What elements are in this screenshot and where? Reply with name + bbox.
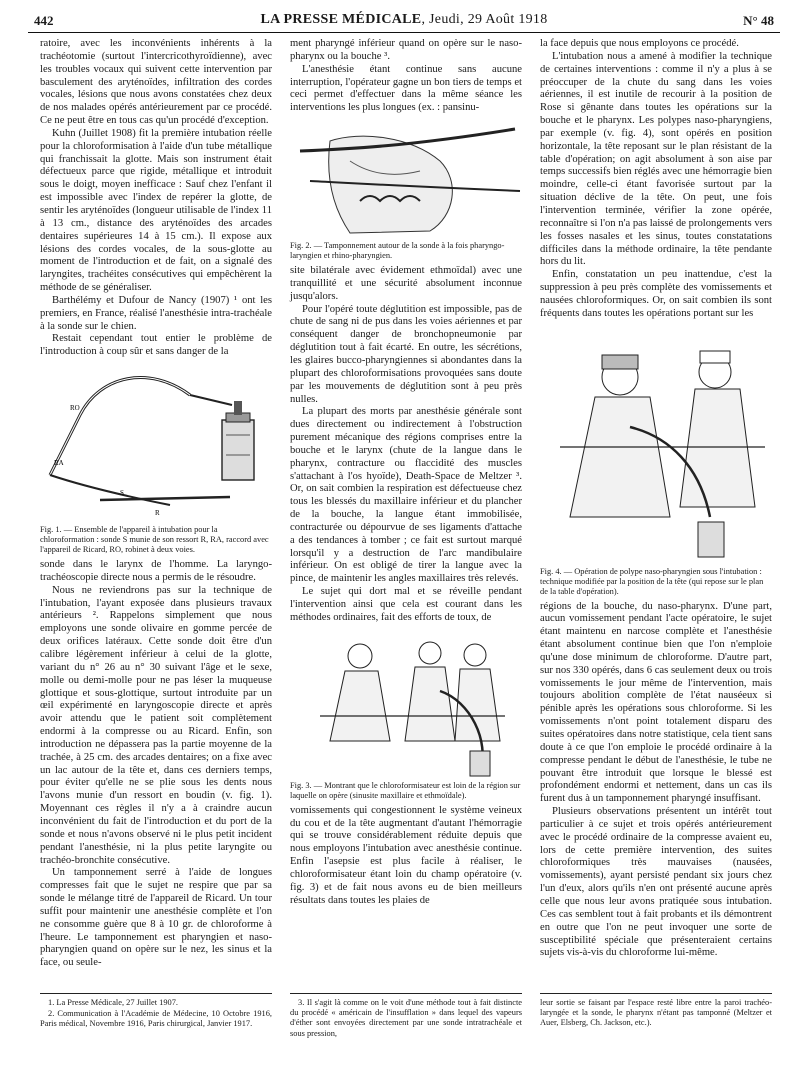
paragraph: Pour l'opéré toute déglutition est impossible, pas de chute de sang ni de pus dans les voies aériennes et par conséquent danger de bronchopneumonie par déglutition tout à fait écarté. En outre, les sécrétions, les glaires bucco-pharyngiennes si abondantes dans la plupart des chloroformisations provoquées sans doute par les mouvements de déglutition sont à peu près nulles. — [290, 303, 522, 405]
page-number: 442 — [34, 13, 54, 28]
paragraph: Enfin, constatation un peu inattendue, c'est la suppression à peu près complète des vomissements et nausées chloroformiques. Or, on sait combien ils sont fréquents dans toutes les opérations portant sur les — [540, 269, 772, 319]
footnotes-col3 — [540, 993, 772, 1030]
figure-3-caption: Fig. 3. — Montrant que le chloroformisateur est loin de la région sur laquelle on opère (sinusite maxillaire et ethmoïdale). — [290, 780, 521, 800]
figure-2 — [290, 121, 522, 261]
footnotes-col1 — [40, 993, 272, 1031]
issue-date: , Jeudi, 29 Août 1918 — [421, 12, 548, 27]
paragraph: régions de la bouche, du naso-pharynx. D'une part, aucun vomissement pendant l'acte opératoire, le sujet étant maintenu en narcose complète et l'anesthésie étant absolument continue bien que l'on n'emploie qu'une dose minimum de chloroforme. D'autre part, sur nos 330 opérés, dans 6 cas seulement deux ou trois vomissements le jour même de l'intervention, mais toujours abolition complète de l'état nauséeux si pénible après les opérations sous chloroforme. Si les vomissements n'ont point totalement disparu des suites opératoires dans notre statistique, cela tient sans doute à ce que l'on emploie le procédé ordinaire à la compresse pendant le début de l'anesthésie, le tube ne pouvant être introduit que lorsque le blessé est profondément endormi et nettement, dans un cas ils furent dus à un tamponnement pharyngé insuffisant. — [540, 600, 772, 805]
column-3 — [540, 38, 772, 960]
paragraph: sonde dans le larynx de l'homme. La laryngo-trachéoscopie directe nous a permis de le résoudre. — [40, 559, 272, 583]
journal-title: LA PRESSE MÉDICALE — [260, 12, 422, 27]
paragraph: L'intubation nous a amené à modifier la technique de certaines interventions : comme il n'y a plus à se préoccuper de la chute du sang dans les voies aériennes, il est inutile de recourir à la position de Rose si gênante dans toutes les opérations sur la bouche et le pharynx. Les polypes naso-pharyngiens, par exemple (v. fig. 4), sont opérés en position horizontale, la tête reposant sur le plan résistant de la table d'opération; on agit absolument à son aise par temps successifs bien réglés avec une hémorragie bien moindre, celle-ci étant favorisée surtout par la situation déclive de la tête. On peut, une fois l'intervention terminée, vérifier la zone opérée, reconnaître si l'on n'a pas laissé de prolongements vers les fosses nasales et les sinus, toutes constatations difficiles dans la méthode ordinaire, la tête pendante hors du lit. — [540, 50, 772, 268]
fig1-label-ro: RO — [70, 404, 80, 413]
figure-3-illustration — [290, 631, 522, 781]
paragraph: la face depuis que nous employons ce procédé. — [540, 38, 739, 49]
paragraph: ratoire, avec les inconvénients inhérents à la trachéotomie (surtout l'intercricothyroïdienne), avec les troubles vocaux qui suivent cette intervention par basculement des aryténoïdes, infiltration des cordes vocales, lésions que nous avons constatées chez deux de nos malades opérés antérieurement par ce procédé. Ce ne peut être en tous cas qu'un procédé d'exception. — [40, 38, 272, 127]
figure-4-caption: Fig. 4. — Opération de polype naso-pharyngien sous l'intubation : technique modifiée par la position de la tête (qui repose sur le plan de la table d'opération). — [540, 566, 764, 596]
paragraph: La plupart des morts par anesthésie générale sont dues directement ou indirectement à l'obstruction purement mécanique des régions comprises entre la bouche et le larynx (chute de la langue dans le pharynx, contracture ou flaccidité des muscles s'attachant à l'os hyoïde), Death-Space de Meltzer ³. Or, on sait combien la respiration est défectueuse chez tous les blessés du maxillaire inférieur et du plancher de la bouche, la langue étant immobilisée, contracturée ou dépourvue de ses ligaments d'attache a des tendances à tomber ; ce fait est surtout marqué lorsqu'il y a destruction de l'arc mandibulaire inférieur. On est obligé de tirer la langue avec la pince, de maintenir les angles maxillaires très relevés. — [290, 406, 522, 585]
fig1-label-s: S — [120, 489, 124, 498]
paragraph: Restait cependant tout entier le problème de l'introduction à coup sûr et sans danger de la — [40, 333, 272, 358]
footnote-1: 1. La Presse Médicale, 27 Juillet 1907. — [48, 998, 179, 1007]
figure-1-caption: Fig. 1. — Ensemble de l'appareil à intubation pour la chloroformation : sonde S munie de son ressort R, RA, raccord avec l'appareil de Ricard, RO, robinet à deux voies. — [40, 525, 269, 555]
paragraph: Plusieurs observations présentent un intérêt tout particulier à ce sujet et trois opérés antérieurement avec le procédé ordinaire de la compresse avaient eu, lors de cette première intervention, des suites chloroformiques très mauvaises (nausées, vomissements), ayant persisté pendant six jours chez l'un d'eux, alors qu'ils n'en ont présenté aucune après celle que nous leur avons pratiquée sous intubation. Ces cas semblent tout à fait probants et ils démontrent en outre que l'on ne peut invoquer une sorte de susceptibilité spéciale que présenteraient certains sujets vis-à-vis du chloroforme lui-même. — [540, 806, 772, 959]
footnotes-col2 — [290, 993, 522, 1040]
journal-header — [28, 12, 780, 28]
fig1-label-r: R — [155, 509, 160, 518]
issue-number: N° 48 — [743, 13, 774, 28]
footnote-2: 2. Communication à l'Académie de Médecine, 10 Octobre 1916, Paris médical, Novembre 1916, Paris chirurgical, Janvier 1917. — [40, 1009, 272, 1029]
column-1 — [40, 38, 272, 970]
figure-3 — [290, 631, 522, 801]
figure-1-illustration — [40, 365, 272, 525]
paragraph: Barthélémy et Dufour de Nancy (1907) ¹ ont les premiers, en France, réalisé l'anesthésie intra-trachéale à la sonde sur le chien. — [40, 294, 272, 332]
fig1-label-ra: RA — [54, 459, 64, 468]
paragraph: Nous ne reviendrons pas sur la technique de l'intubation, l'ayant exposée dans plusieurs travaux antérieurs ². Rappelons simplement que nous employons une sonde olivaire en gomme percée de deux orifices latéraux. Cette sonde doit être d'un calibre légèrement inférieur à celui de la glotte, variant du n° 26 au n° 30 suivant l'âge et le sexe, molle ou demi-molle pour ne pas léser la muqueuse glottique et sous-glottique, surtout introduite par un œil expérimenté en laryngoscopie directe et après avoir attendu que le patient soit complètement endormi à la compresse ou au Ricard. Enfin, son introduction ne dépassera pas la partie moyenne de la trachée, à 25 cm. des arcades dentaires; on a fixe avec un lac autour de la tête et, dans ces derniers temps, pour éviter qu'elle ne se plie sous les dents nous l'avons munie d'un ressort en boudin (v. fig. 1). Moyennant ces règles il n'y a à craindre aucun inconvénient du fait de l'introduction et du port de la sonde et nous n'avons observé ni le plus petit incident pendant l'anesthésie, ni la plus petite laryngite ou trachéo-bronchite consécutive. — [40, 584, 272, 866]
paragraph: Un tamponnement serré à l'aide de longues compresses fait que le sujet ne respire que par sa sonde le mélange titré de l'appareil de Ricard. Un tour suffit pour maintenir une anesthésie complète et l'on ne consomme guère que 8 à 10 gr. de chloroforme à l'heure. Le tamponnement est pharyngien et naso-pharyngien quand on opère sur le nez, les sinus et la face, ou seule- — [40, 867, 272, 969]
figure-4 — [540, 327, 772, 597]
column-2 — [290, 38, 522, 907]
paragraph: site bilatérale avec évidement ethmoïdal) avec une tranquillité et une sécurité absolument inconnue jusqu'alors. — [290, 265, 522, 302]
paragraph: Le sujet qui dort mal et se réveille pendant l'intervention ainsi que cela est courant dans les méthodes ordinaires, fait des efforts de toux, de — [290, 586, 522, 623]
figure-1 — [40, 365, 272, 555]
footnote-3: 3. Il s'agit là comme on le voit d'une méthode tout à fait distincte du procédé « américain de l'insufflation » dans lequel des vapeurs d'éther sont envoyées directement par une sonde intratrachéale et sous pression, — [290, 998, 522, 1038]
paragraph: vomissements qui congestionnent le système veineux du cou et de la tête augmentant d'autant l'hémorragie qui se trouve considérablement réduite depuis que nous employons l'intubation avec anesthésie continue. Enfin l'asepsie est plus facile à réaliser, le chloroformisateur étant loin du champ opératoire (v. fig. 3) et de fait nous avons eu de bien meilleurs résultats dans toutes les plaies de — [290, 804, 522, 906]
page-header — [28, 10, 780, 33]
paragraph: Kuhn (Juillet 1908) fit la première intubation réelle pour la chloroformisation à l'aide d'un tube métallique qui franchissait la glotte. Mais son instrument était défectueux parce que rigide, métallique et introduit sous le doigt, moyen inefficace : Sauf chez l'enfant il est impossible avec l'index de repérer la glotte, de sentir les aryténoïdes (longueur utilisable de l'index 11 à 13 cm., distance des aryténoïdes des arcades dentaires supérieures 14 à 15 cm.). Il expose aux lésions des cordes vocales, de la sous-glotte au moment de l'introduction et de fait, on a signalé des laryngites, trachéites consécutives qui empêchèrent la méthode de se généraliser. — [40, 127, 272, 294]
figure-2-illustration — [290, 121, 522, 241]
footnote-3-continued: leur sortie se faisant par l'espace resté libre entre la paroi trachéo-laryngée et la sonde, le pharynx n'étant pas tamponné (Meltzer et Auer, Elsberg, Ch. Jackson, etc.). — [540, 998, 772, 1028]
figure-4-illustration — [540, 327, 772, 567]
paragraph: L'anesthésie étant continue sans aucune interruption, l'opérateur gagne un bon tiers de temps et ceci permet d'effectuer dans la même séance les interventions les plus longues (ex. : pansinu- — [290, 63, 522, 114]
figure-2-caption: Fig. 2. — Tamponnement autour de la sonde à la fois pharyngo-laryngien et rhino-pharyngien. — [290, 241, 505, 261]
paragraph: ment pharyngé inférieur quand on opère sur le naso-pharynx ou la bouche ³. — [290, 38, 522, 62]
